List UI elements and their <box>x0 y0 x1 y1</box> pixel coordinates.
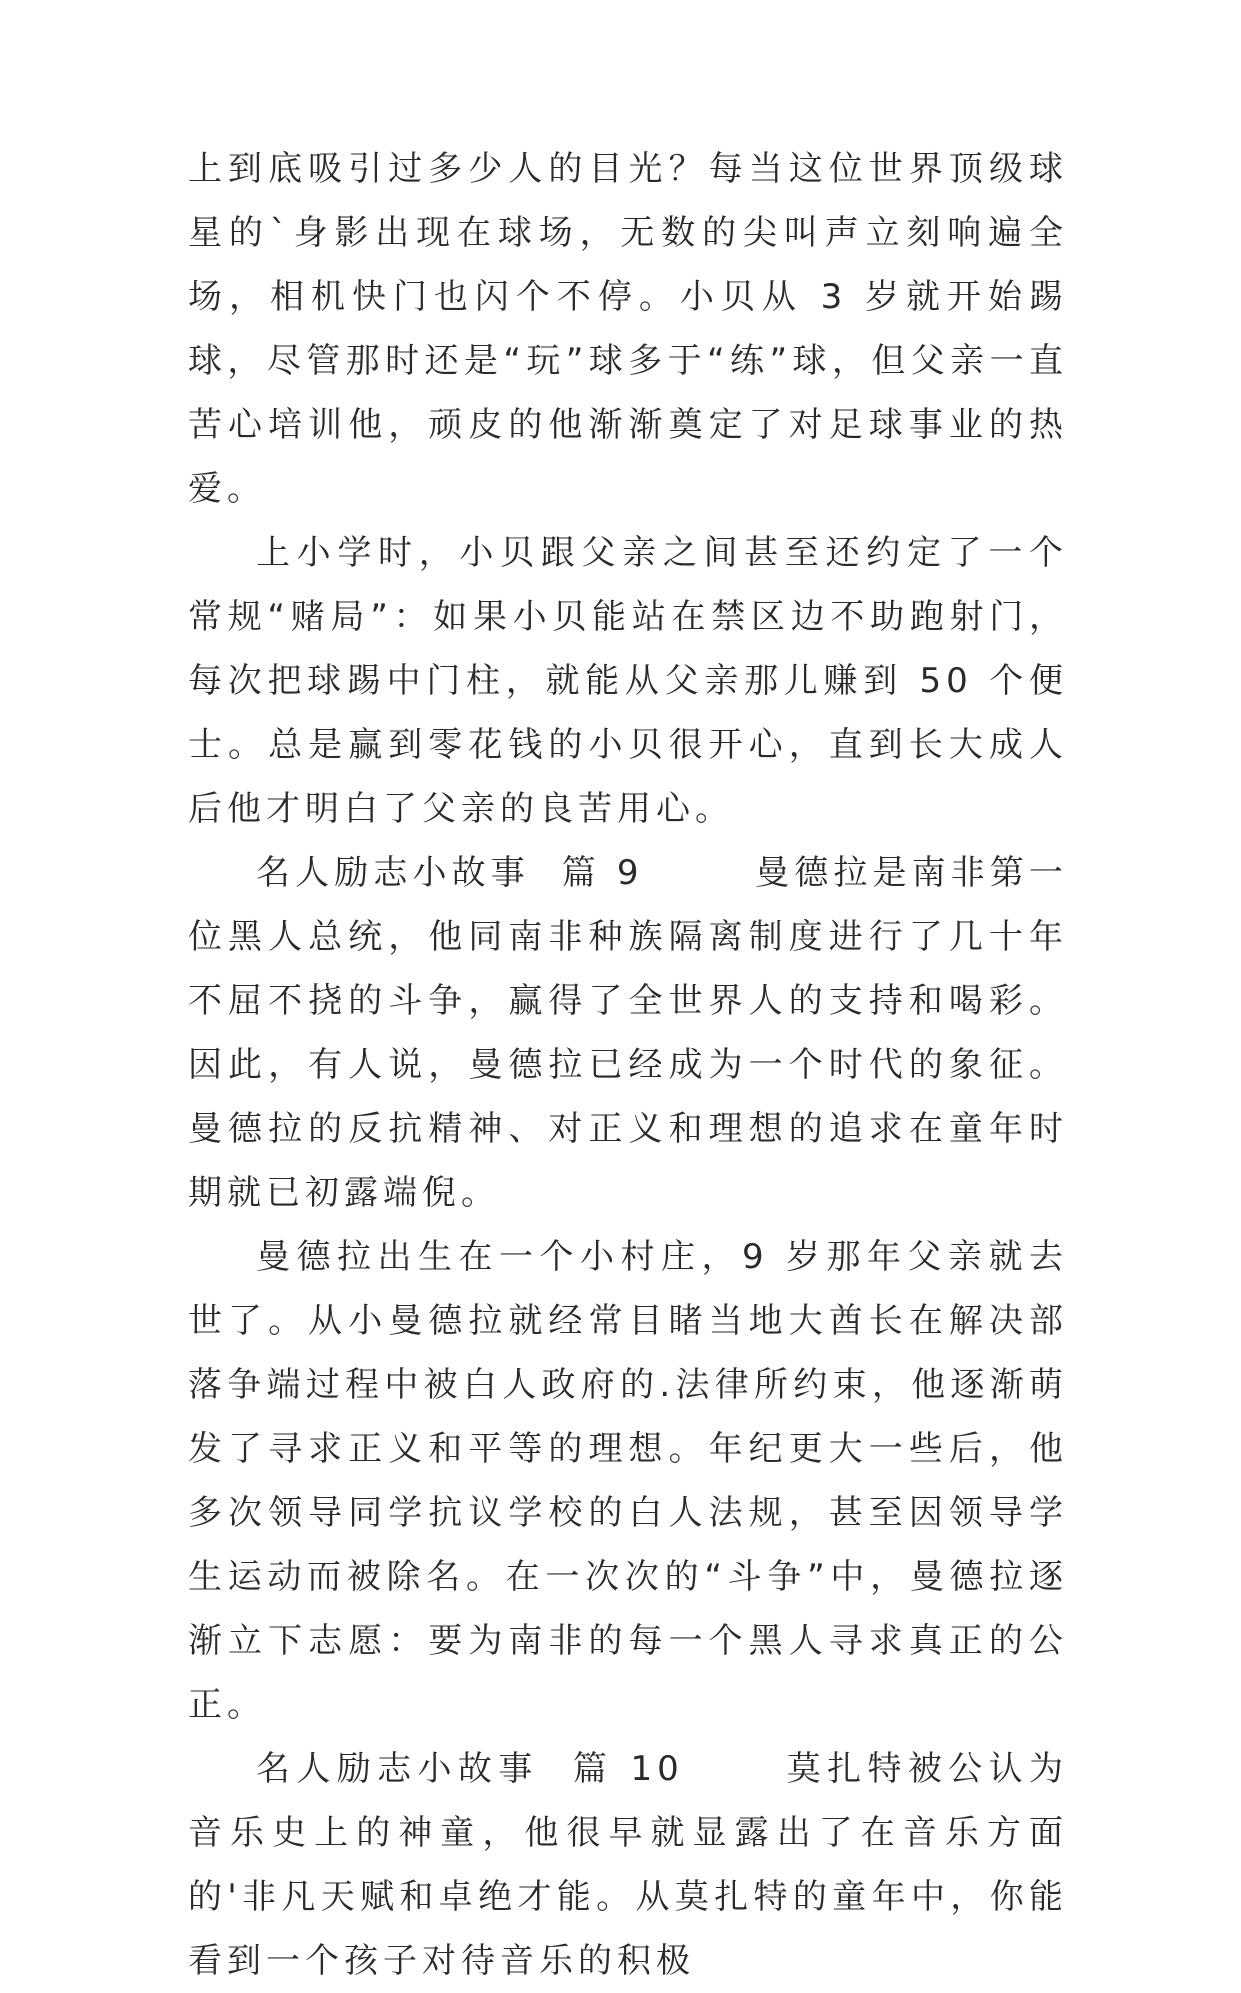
paragraph-text: 上小学时，小贝跟父亲之间甚至还约定了一个常规“赌局”：如果小贝能站在禁区边不助跑射门，每次把球踢中门柱，就能从父亲那儿赚到 50 个便士。总是赢到零花钱的小贝很开心，直到长大成人后他才明白了父亲的良苦用心。 <box>188 533 1068 829</box>
paragraph-text: 上到底吸引过多少人的目光？每当这位世界顶级球星的`身影出现在球场，无数的尖叫声立刻响遍全场，相机快门也闪个不停。小贝从 3 岁就开始踢球，尽管那时还是“玩”球多于“练”球，但父亲一直苦心培训他，顽皮的他渐渐奠定了对足球事业的热爱。 <box>188 149 1068 509</box>
paragraph-beckham-intro <box>188 137 1068 521</box>
paragraph-mandela-childhood <box>188 1225 1068 1737</box>
paragraph-mandela-intro <box>188 841 1068 1225</box>
paragraph-text: 莫扎特被公认为音乐史上的神童，他很早就显露出了在音乐方面的'非凡天赋和卓绝才能。从莫扎特的童年中，你能看到一个孩子对待音乐的积极 <box>188 1749 1069 1981</box>
paragraph-mozart-intro <box>188 1737 1068 1993</box>
paragraph-text: 曼德拉是南非第一位黑人总统，他同南非种族隔离制度进行了几十年不屈不挠的斗争，赢得了全世界人的支持和喝彩。因此，有人说，曼德拉已经成为一个时代的象征。曼德拉的反抗精神、对正义和理想的追求在童年时期就已初露端倪。 <box>188 853 1068 1213</box>
body-text <box>188 137 1068 1993</box>
section-heading-9: 名人励志小故事 篇 9 <box>256 853 644 893</box>
heading-gap <box>644 853 756 893</box>
heading-gap <box>684 1749 787 1789</box>
section-heading-10: 名人励志小故事 篇 10 <box>256 1749 684 1789</box>
paragraph-beckham-bet <box>188 521 1068 841</box>
paragraph-text: 曼德拉出生在一个小村庄，9 岁那年父亲就去世了。从小曼德拉就经常目睹当地大酋长在解决部落争端过程中被白人政府的.法律所约束，他逐渐萌发了寻求正义和平等的理想。年纪更大一些后，他多次领导同学抗议学校的白人法规，甚至因领导学生运动而被除名。在一次次的“斗争”中，曼德拉逐渐立下志愿：要为南非的每一个黑人寻求真正的公正。 <box>188 1237 1068 1725</box>
